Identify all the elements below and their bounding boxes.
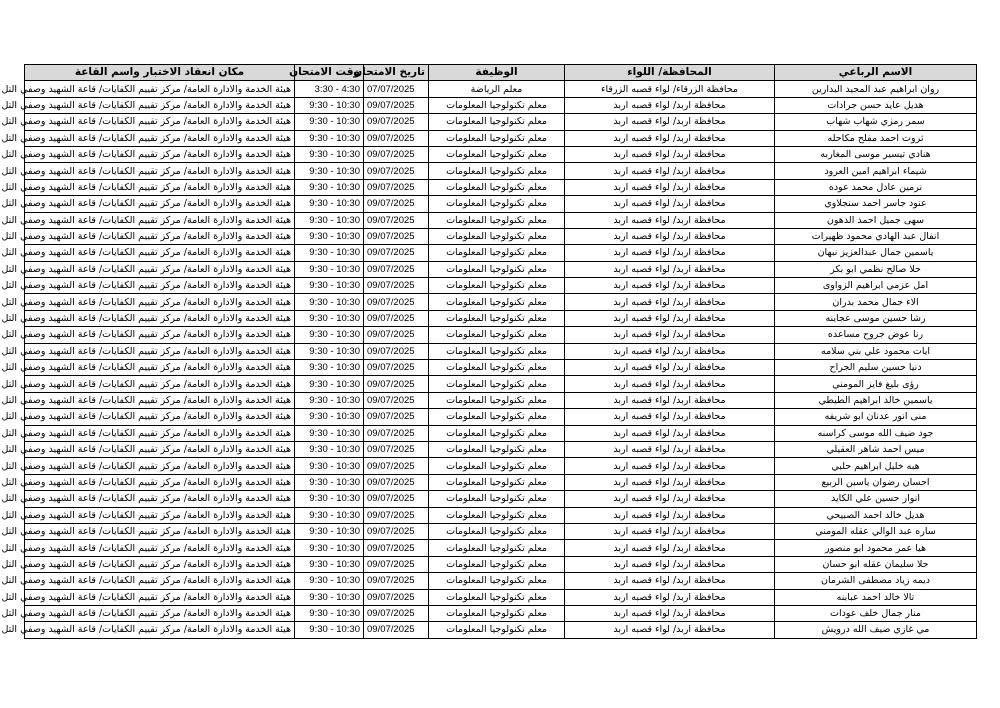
cell-place: هيئة الخدمة والادارة العامة/ مركز تقييم الكفايات/ قاعة الشهيد وصفي التل [25, 196, 295, 212]
cell-name: هنادي تيسير موسى المغاربه [775, 146, 977, 162]
cell-job: معلم تكنولوجيا المعلومات [429, 392, 565, 408]
cell-name: تالا خالد احمد عبابنه [775, 589, 977, 605]
cell-job: معلم تكنولوجيا المعلومات [429, 212, 565, 228]
cell-job: معلم تكنولوجيا المعلومات [429, 97, 565, 113]
table-body [1, 81, 977, 638]
table-row [25, 278, 977, 294]
exam-schedule-table [1, 64, 977, 639]
cell-time: 9:30 - 10:30 [295, 441, 364, 457]
cell-name: احسان رضوان ياسين الربيع [775, 474, 977, 490]
cell-governorate: محافظة اربد/ لواء قصبه اربد [565, 573, 775, 589]
cell-job: معلم تكنولوجيا المعلومات [429, 179, 565, 195]
cell-job: معلم تكنولوجيا المعلومات [429, 343, 565, 359]
table-row [25, 589, 977, 605]
cell-place: هيئة الخدمة والادارة العامة/ مركز تقييم الكفايات/ قاعة الشهيد وصفي التل [25, 622, 295, 638]
cell-name: ياسمين جمال عبدالعزيز نبهان [775, 245, 977, 261]
cell-time: 9:30 - 10:30 [295, 458, 364, 474]
table-row [25, 327, 977, 343]
cell-governorate: محافظة اربد/ لواء قصبه اربد [565, 310, 775, 326]
cell-governorate: محافظة اربد/ لواء قصبه اربد [565, 343, 775, 359]
table-row [25, 146, 977, 162]
cell-time: 9:30 - 10:30 [295, 97, 364, 113]
cell-time: 9:30 - 10:30 [295, 130, 364, 146]
cell-name: هبه خليل ابراهيم حلبي [775, 458, 977, 474]
cell-place: هيئة الخدمة والادارة العامة/ مركز تقييم الكفايات/ قاعة الشهيد وصفي التل [25, 228, 295, 244]
cell-place: هيئة الخدمة والادارة العامة/ مركز تقييم الكفايات/ قاعة الشهيد وصفي التل [25, 360, 295, 376]
cell-governorate: محافظة اربد/ لواء قصبه اربد [565, 294, 775, 310]
table-row [25, 179, 977, 195]
table-row [25, 360, 977, 376]
cell-date: 09/07/2025 [364, 97, 429, 113]
table-row [25, 376, 977, 392]
cell-name: شيماء ابراهيم امين العرود [775, 163, 977, 179]
cell-governorate: محافظة اربد/ لواء قصبه اربد [565, 425, 775, 441]
cell-name: رشا حسين موسى عجاينه [775, 310, 977, 326]
cell-time: 9:30 - 10:30 [295, 245, 364, 261]
cell-governorate: محافظة اربد/ لواء قصبه اربد [565, 212, 775, 228]
cell-time: 9:30 - 10:30 [295, 179, 364, 195]
table-row [25, 310, 977, 326]
cell-date: 09/07/2025 [364, 343, 429, 359]
cell-job: معلم تكنولوجيا المعلومات [429, 294, 565, 310]
cell-place: هيئة الخدمة والادارة العامة/ مركز تقييم الكفايات/ قاعة الشهيد وصفي التل [25, 573, 295, 589]
cell-job: معلم تكنولوجيا المعلومات [429, 425, 565, 441]
cell-place: هيئة الخدمة والادارة العامة/ مركز تقييم الكفايات/ قاعة الشهيد وصفي التل [25, 97, 295, 113]
cell-governorate: محافظة اربد/ لواء قصبه اربد [565, 97, 775, 113]
cell-place: هيئة الخدمة والادارة العامة/ مركز تقييم الكفايات/ قاعة الشهيد وصفي التل [25, 425, 295, 441]
cell-name: ياسمين خالد ابراهيم الطيطي [775, 392, 977, 408]
table-row [25, 294, 977, 310]
cell-name: دنيا حسين سليم الجراح [775, 360, 977, 376]
header-date: تاريخ الامتحان [364, 65, 429, 81]
cell-time: 9:30 - 10:30 [295, 212, 364, 228]
cell-job: معلم تكنولوجيا المعلومات [429, 573, 565, 589]
cell-date: 09/07/2025 [364, 573, 429, 589]
header-job: الوظيفة [429, 65, 565, 81]
cell-governorate: محافظة اربد/ لواء قصبه اربد [565, 327, 775, 343]
cell-place: هيئة الخدمة والادارة العامة/ مركز تقييم الكفايات/ قاعة الشهيد وصفي التل [25, 278, 295, 294]
cell-date: 09/07/2025 [364, 360, 429, 376]
cell-name: جود ضيف الله موسى كراسنه [775, 425, 977, 441]
cell-place: هيئة الخدمة والادارة العامة/ مركز تقييم الكفايات/ قاعة الشهيد وصفي التل [25, 163, 295, 179]
table-row [25, 540, 977, 556]
cell-time: 9:30 - 10:30 [295, 392, 364, 408]
cell-date: 09/07/2025 [364, 146, 429, 162]
cell-name: ايات محمود علي بني سلامه [775, 343, 977, 359]
cell-name: ثروت احمد مفلح مكاحله [775, 130, 977, 146]
table-row [25, 523, 977, 539]
cell-name: نرمين عادل محمد عوده [775, 179, 977, 195]
cell-time: 9:30 - 10:30 [295, 491, 364, 507]
cell-date: 09/07/2025 [364, 622, 429, 638]
cell-date: 09/07/2025 [364, 327, 429, 343]
cell-time: 9:30 - 10:30 [295, 523, 364, 539]
cell-name: سمر رمزي شهاب شهاب [775, 114, 977, 130]
cell-governorate: محافظة اربد/ لواء قصبه اربد [565, 622, 775, 638]
cell-time: 9:30 - 10:30 [295, 540, 364, 556]
cell-governorate: محافظة اربد/ لواء قصبه اربد [565, 245, 775, 261]
cell-name: رنا عوض جروح مساعده [775, 327, 977, 343]
cell-place: هيئة الخدمة والادارة العامة/ مركز تقييم الكفايات/ قاعة الشهيد وصفي التل [25, 392, 295, 408]
cell-governorate: محافظة اربد/ لواء قصبه اربد [565, 376, 775, 392]
cell-date: 09/07/2025 [364, 507, 429, 523]
cell-time: 9:30 - 10:30 [295, 196, 364, 212]
table-row [25, 212, 977, 228]
cell-governorate: محافظة اربد/ لواء قصبه اربد [565, 474, 775, 490]
cell-name: عنود جاسر احمد سنجلاوي [775, 196, 977, 212]
cell-date: 09/07/2025 [364, 228, 429, 244]
cell-job: معلم تكنولوجيا المعلومات [429, 589, 565, 605]
cell-job: معلم تكنولوجيا المعلومات [429, 114, 565, 130]
header-name: الاسم الرباعي [775, 65, 977, 81]
cell-governorate: محافظة اربد/ لواء قصبه اربد [565, 114, 775, 130]
cell-governorate: محافظة اربد/ لواء قصبه اربد [565, 392, 775, 408]
cell-name: هديل خالد احمد الصبيحي [775, 507, 977, 523]
table-row [25, 130, 977, 146]
cell-time: 9:30 - 10:30 [295, 163, 364, 179]
table-row [25, 573, 977, 589]
cell-time: 9:30 - 10:30 [295, 474, 364, 490]
cell-job: معلم تكنولوجيا المعلومات [429, 130, 565, 146]
cell-governorate: محافظة اربد/ لواء قصبه اربد [565, 278, 775, 294]
table-row [25, 163, 977, 179]
cell-date: 09/07/2025 [364, 245, 429, 261]
cell-time: 9:30 - 10:30 [295, 556, 364, 572]
cell-time: 9:30 - 10:30 [295, 327, 364, 343]
cell-job: معلم تكنولوجيا المعلومات [429, 146, 565, 162]
cell-name: هيا عمر محمود ابو منصور [775, 540, 977, 556]
cell-name: الاء جمال محمد بدران [775, 294, 977, 310]
cell-job: معلم تكنولوجيا المعلومات [429, 409, 565, 425]
table-row [25, 81, 977, 97]
table-header-row [25, 65, 977, 81]
cell-place: هيئة الخدمة والادارة العامة/ مركز تقييم الكفايات/ قاعة الشهيد وصفي التل [25, 589, 295, 605]
table-row [25, 196, 977, 212]
cell-date: 09/07/2025 [364, 589, 429, 605]
cell-date: 09/07/2025 [364, 376, 429, 392]
cell-governorate: محافظة اربد/ لواء قصبه اربد [565, 360, 775, 376]
cell-job: معلم تكنولوجيا المعلومات [429, 196, 565, 212]
cell-date: 09/07/2025 [364, 605, 429, 621]
cell-governorate: محافظة اربد/ لواء قصبه اربد [565, 605, 775, 621]
cell-time: 3:30 - 4:30 [295, 81, 364, 97]
cell-job: معلم تكنولوجيا المعلومات [429, 556, 565, 572]
cell-job: معلم تكنولوجيا المعلومات [429, 458, 565, 474]
cell-time: 9:30 - 10:30 [295, 376, 364, 392]
table-row [25, 392, 977, 408]
cell-name: منار جمال خلف عودات [775, 605, 977, 621]
cell-name: مي غازي ضيف الله درويش [775, 622, 977, 638]
cell-name: روان ابراهيم عبد المجيد البدارين [775, 81, 977, 97]
header-place: مكان انعقاد الاختبار واسم القاعة [25, 65, 295, 81]
cell-governorate: محافظة اربد/ لواء قصبه اربد [565, 491, 775, 507]
cell-governorate: محافظة اربد/ لواء قصبه اربد [565, 163, 775, 179]
cell-date: 07/07/2025 [364, 81, 429, 97]
table-row [25, 114, 977, 130]
cell-governorate: محافظة اربد/ لواء قصبه اربد [565, 179, 775, 195]
cell-job: معلم تكنولوجيا المعلومات [429, 523, 565, 539]
cell-name: امل عزمي ابراهيم الزواوى [775, 278, 977, 294]
cell-date: 09/07/2025 [364, 425, 429, 441]
cell-place: هيئة الخدمة والادارة العامة/ مركز تقييم الكفايات/ قاعة الشهيد وصفي التل [25, 310, 295, 326]
cell-date: 09/07/2025 [364, 441, 429, 457]
cell-date: 09/07/2025 [364, 130, 429, 146]
table-row [25, 441, 977, 457]
cell-governorate: محافظة اربد/ لواء قصبه اربد [565, 441, 775, 457]
cell-date: 09/07/2025 [364, 540, 429, 556]
cell-time: 9:30 - 10:30 [295, 409, 364, 425]
cell-place: هيئة الخدمة والادارة العامة/ مركز تقييم الكفايات/ قاعة الشهيد وصفي التل [25, 523, 295, 539]
cell-place: هيئة الخدمة والادارة العامة/ مركز تقييم الكفايات/ قاعة الشهيد وصفي التل [25, 441, 295, 457]
cell-time: 9:30 - 10:30 [295, 360, 364, 376]
table-row [25, 409, 977, 425]
cell-place: هيئة الخدمة والادارة العامة/ مركز تقييم الكفايات/ قاعة الشهيد وصفي التل [25, 261, 295, 277]
cell-name: حلا سليمان عقله ابو حسان [775, 556, 977, 572]
cell-job: معلم تكنولوجيا المعلومات [429, 245, 565, 261]
cell-job: معلم تكنولوجيا المعلومات [429, 622, 565, 638]
cell-job: معلم تكنولوجيا المعلومات [429, 441, 565, 457]
cell-governorate: محافظة اربد/ لواء قصبه اربد [565, 261, 775, 277]
cell-time: 9:30 - 10:30 [295, 589, 364, 605]
cell-date: 09/07/2025 [364, 409, 429, 425]
cell-place: هيئة الخدمة والادارة العامة/ مركز تقييم الكفايات/ قاعة الشهيد وصفي التل [25, 376, 295, 392]
cell-job: معلم تكنولوجيا المعلومات [429, 278, 565, 294]
cell-governorate: محافظة اربد/ لواء قصبه اربد [565, 523, 775, 539]
cell-job: معلم تكنولوجيا المعلومات [429, 474, 565, 490]
table-row [25, 474, 977, 490]
cell-job: معلم تكنولوجيا المعلومات [429, 228, 565, 244]
cell-date: 09/07/2025 [364, 278, 429, 294]
cell-place: هيئة الخدمة والادارة العامة/ مركز تقييم الكفايات/ قاعة الشهيد وصفي التل [25, 179, 295, 195]
cell-date: 09/07/2025 [364, 491, 429, 507]
table-row [25, 228, 977, 244]
cell-time: 9:30 - 10:30 [295, 622, 364, 638]
cell-name: انوار حسين علي الكايد [775, 491, 977, 507]
cell-date: 09/07/2025 [364, 163, 429, 179]
cell-date: 09/07/2025 [364, 523, 429, 539]
cell-place: هيئة الخدمة والادارة العامة/ مركز تقييم الكفايات/ قاعة الشهيد وصفي التل [25, 130, 295, 146]
cell-governorate: محافظة اربد/ لواء قصبه اربد [565, 458, 775, 474]
cell-time: 9:30 - 10:30 [295, 507, 364, 523]
cell-name: ديمه زياد مصطفى الشرمان [775, 573, 977, 589]
cell-governorate: محافظة اربد/ لواء قصبه اربد [565, 589, 775, 605]
cell-time: 9:30 - 10:30 [295, 261, 364, 277]
header-governorate: المحافظة/ اللواء [565, 65, 775, 81]
cell-governorate: محافظة اربد/ لواء قصبه اربد [565, 130, 775, 146]
cell-job: معلم تكنولوجيا المعلومات [429, 491, 565, 507]
table-row [25, 491, 977, 507]
cell-job: معلم تكنولوجيا المعلومات [429, 507, 565, 523]
cell-place: هيئة الخدمة والادارة العامة/ مركز تقييم الكفايات/ قاعة الشهيد وصفي التل [25, 81, 295, 97]
cell-job: معلم تكنولوجيا المعلومات [429, 327, 565, 343]
cell-job: معلم تكنولوجيا المعلومات [429, 261, 565, 277]
cell-governorate: محافظة اربد/ لواء قصبه اربد [565, 228, 775, 244]
table-row [25, 343, 977, 359]
cell-place: هيئة الخدمة والادارة العامة/ مركز تقييم الكفايات/ قاعة الشهيد وصفي التل [25, 212, 295, 228]
cell-time: 9:30 - 10:30 [295, 114, 364, 130]
cell-date: 09/07/2025 [364, 458, 429, 474]
table-row [25, 425, 977, 441]
cell-place: هيئة الخدمة والادارة العامة/ مركز تقييم الكفايات/ قاعة الشهيد وصفي التل [25, 146, 295, 162]
cell-governorate: محافظة اربد/ لواء قصبه اربد [565, 146, 775, 162]
cell-name: سهى جميل احمد الدهون [775, 212, 977, 228]
table-row [25, 97, 977, 113]
cell-job: معلم تكنولوجيا المعلومات [429, 163, 565, 179]
cell-job: معلم تكنولوجيا المعلومات [429, 540, 565, 556]
cell-place: هيئة الخدمة والادارة العامة/ مركز تقييم الكفايات/ قاعة الشهيد وصفي التل [25, 491, 295, 507]
cell-place: هيئة الخدمة والادارة العامة/ مركز تقييم الكفايات/ قاعة الشهيد وصفي التل [25, 540, 295, 556]
cell-place: هيئة الخدمة والادارة العامة/ مركز تقييم الكفايات/ قاعة الشهيد وصفي التل [25, 556, 295, 572]
cell-job: معلم تكنولوجيا المعلومات [429, 310, 565, 326]
cell-date: 09/07/2025 [364, 261, 429, 277]
cell-name: حلا صالح نظمي ابو بكر [775, 261, 977, 277]
cell-time: 9:30 - 10:30 [295, 425, 364, 441]
cell-date: 09/07/2025 [364, 310, 429, 326]
cell-date: 09/07/2025 [364, 294, 429, 310]
header-time: وقت الامتحان [295, 65, 364, 81]
cell-time: 9:30 - 10:30 [295, 278, 364, 294]
cell-place: هيئة الخدمة والادارة العامة/ مركز تقييم الكفايات/ قاعة الشهيد وصفي التل [25, 114, 295, 130]
cell-time: 9:30 - 10:30 [295, 228, 364, 244]
cell-place: هيئة الخدمة والادارة العامة/ مركز تقييم الكفايات/ قاعة الشهيد وصفي التل [25, 327, 295, 343]
cell-place: هيئة الخدمة والادارة العامة/ مركز تقييم الكفايات/ قاعة الشهيد وصفي التل [25, 343, 295, 359]
cell-name: منى انور عدنان ابو شريفه [775, 409, 977, 425]
cell-time: 9:30 - 10:30 [295, 605, 364, 621]
cell-date: 09/07/2025 [364, 392, 429, 408]
table-row [25, 507, 977, 523]
cell-name: هديل عايد حسن جرادات [775, 97, 977, 113]
cell-governorate: محافظة اربد/ لواء قصبه اربد [565, 196, 775, 212]
cell-name: رؤى بليغ فايز المومني [775, 376, 977, 392]
cell-place: هيئة الخدمة والادارة العامة/ مركز تقييم الكفايات/ قاعة الشهيد وصفي التل [25, 474, 295, 490]
table-row [25, 458, 977, 474]
cell-date: 09/07/2025 [364, 114, 429, 130]
table-row [25, 605, 977, 621]
table-row [25, 622, 977, 638]
cell-governorate: محافظة اربد/ لواء قصبه اربد [565, 556, 775, 572]
cell-name: انفال عبد الهادي محمود ظهيرات [775, 228, 977, 244]
table-row [25, 261, 977, 277]
cell-governorate: محافظة الزرقاء/ لواء قصبه الزرقاء [565, 81, 775, 97]
cell-place: هيئة الخدمة والادارة العامة/ مركز تقييم الكفايات/ قاعة الشهيد وصفي التل [25, 605, 295, 621]
cell-governorate: محافظة اربد/ لواء قصبه اربد [565, 507, 775, 523]
cell-job: معلم تكنولوجيا المعلومات [429, 376, 565, 392]
cell-time: 9:30 - 10:30 [295, 343, 364, 359]
cell-name: ميس احمد شاهر العقيلي [775, 441, 977, 457]
cell-name: ساره عبد الوالي عقله المومني [775, 523, 977, 539]
cell-place: هيئة الخدمة والادارة العامة/ مركز تقييم الكفايات/ قاعة الشهيد وصفي التل [25, 409, 295, 425]
cell-job: معلم تكنولوجيا المعلومات [429, 605, 565, 621]
cell-job: معلم تكنولوجيا المعلومات [429, 360, 565, 376]
cell-time: 9:30 - 10:30 [295, 310, 364, 326]
table-row [25, 245, 977, 261]
cell-date: 09/07/2025 [364, 196, 429, 212]
cell-place: هيئة الخدمة والادارة العامة/ مركز تقييم الكفايات/ قاعة الشهيد وصفي التل [25, 294, 295, 310]
table-row [25, 556, 977, 572]
cell-job: معلم الرياضة [429, 81, 565, 97]
cell-date: 09/07/2025 [364, 474, 429, 490]
cell-time: 9:30 - 10:30 [295, 573, 364, 589]
cell-place: هيئة الخدمة والادارة العامة/ مركز تقييم الكفايات/ قاعة الشهيد وصفي التل [25, 458, 295, 474]
cell-time: 9:30 - 10:30 [295, 294, 364, 310]
cell-date: 09/07/2025 [364, 556, 429, 572]
cell-place: هيئة الخدمة والادارة العامة/ مركز تقييم الكفايات/ قاعة الشهيد وصفي التل [25, 245, 295, 261]
cell-date: 09/07/2025 [364, 212, 429, 228]
cell-governorate: محافظة اربد/ لواء قصبه اربد [565, 409, 775, 425]
cell-date: 09/07/2025 [364, 179, 429, 195]
cell-governorate: محافظة اربد/ لواء قصبه اربد [565, 540, 775, 556]
cell-place: هيئة الخدمة والادارة العامة/ مركز تقييم الكفايات/ قاعة الشهيد وصفي التل [25, 507, 295, 523]
cell-time: 9:30 - 10:30 [295, 146, 364, 162]
